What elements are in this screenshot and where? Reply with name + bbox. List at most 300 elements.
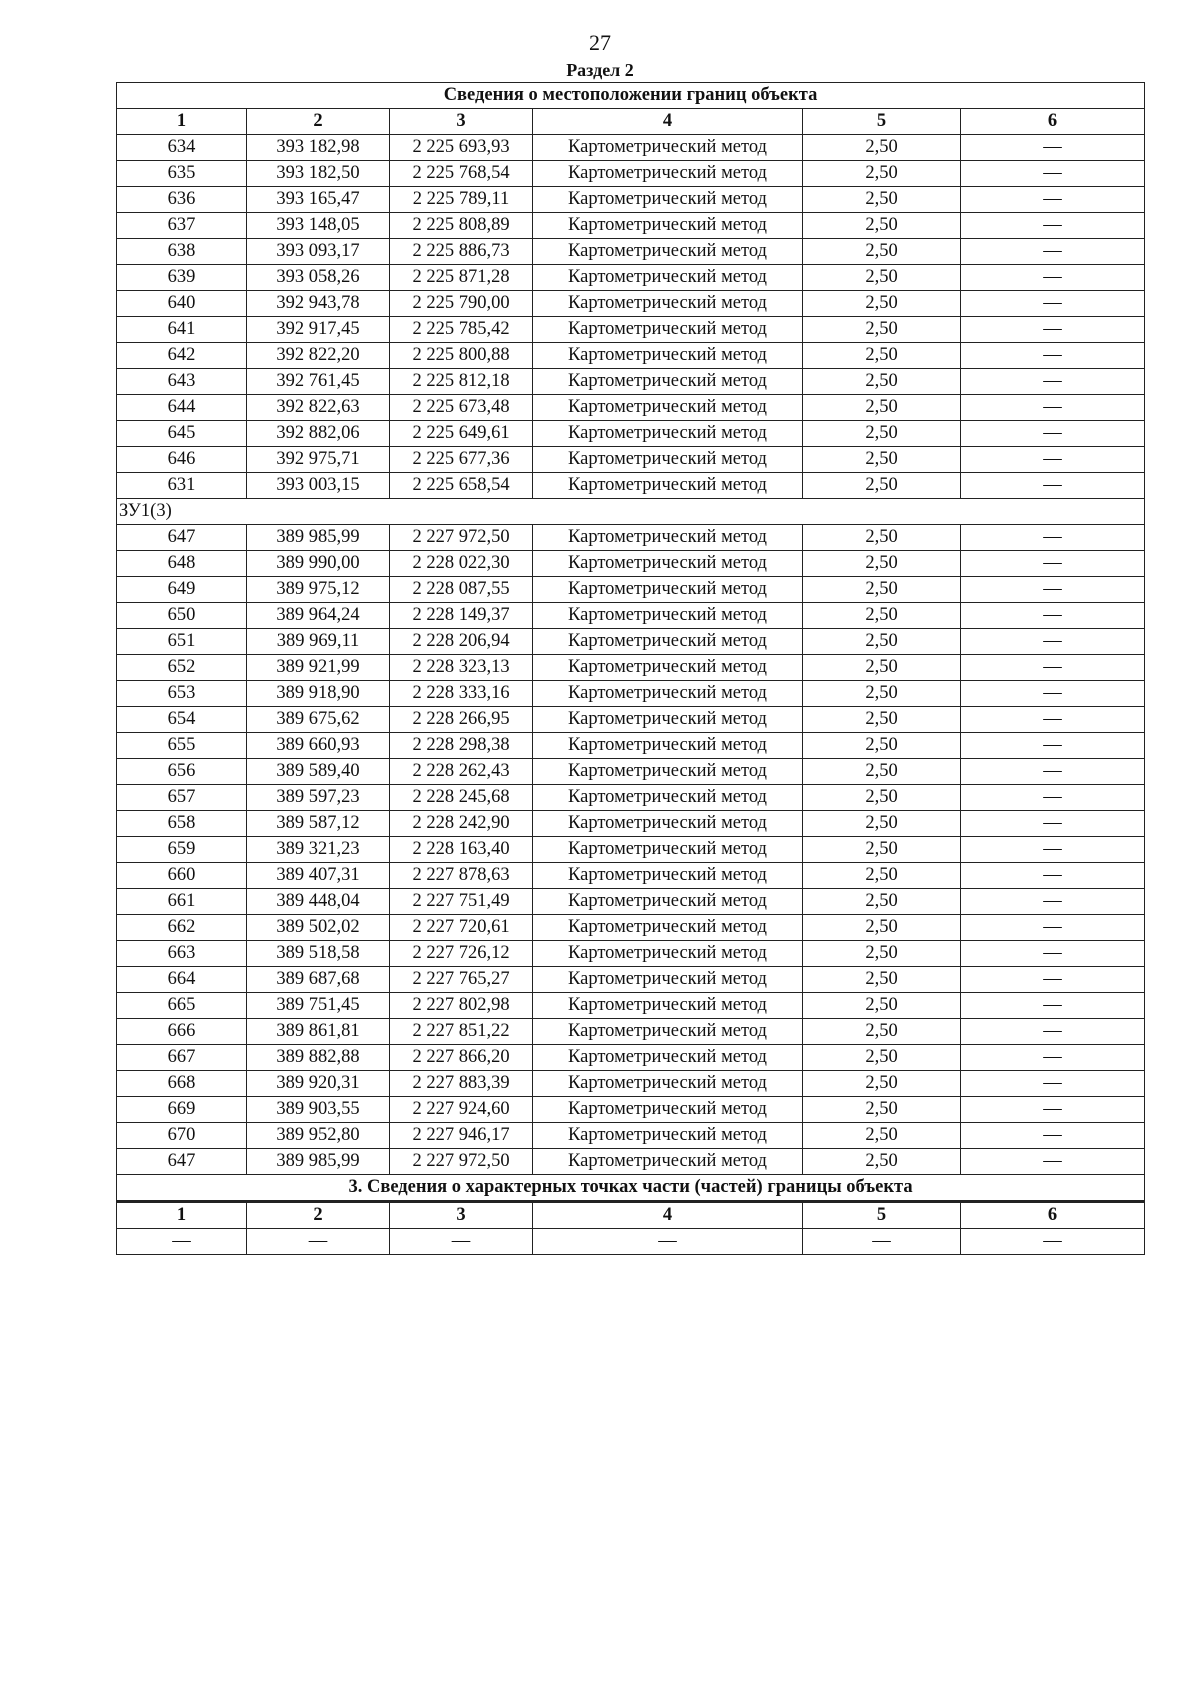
method-cell: Картометрический метод (533, 863, 803, 889)
table-row (117, 837, 1145, 863)
description-cell: — (961, 863, 1145, 889)
description-cell: — (961, 135, 1145, 161)
table-row (117, 161, 1145, 187)
point-number-cell: 659 (117, 837, 247, 863)
accuracy-cell: 2,50 (803, 473, 961, 499)
point-number-cell: 644 (117, 395, 247, 421)
table-row (117, 707, 1145, 733)
y-coordinate-cell: 2 228 298,38 (390, 733, 533, 759)
y-coordinate-cell: 2 227 878,63 (390, 863, 533, 889)
x-coordinate-cell: 389 903,55 (247, 1097, 390, 1123)
y-coordinate-cell: 2 228 323,13 (390, 655, 533, 681)
column-number: 6 (961, 1202, 1145, 1229)
table-row (117, 1149, 1145, 1175)
method-cell: Картометрический метод (533, 967, 803, 993)
point-number-cell: 664 (117, 967, 247, 993)
description-cell: — (961, 1149, 1145, 1175)
x-coordinate-cell: 392 761,45 (247, 369, 390, 395)
method-cell: Картометрический метод (533, 395, 803, 421)
description-cell: — (961, 239, 1145, 265)
x-coordinate-cell: 389 952,80 (247, 1123, 390, 1149)
accuracy-cell: 2,50 (803, 161, 961, 187)
accuracy-cell: 2,50 (803, 213, 961, 239)
method-cell: Картометрический метод (533, 707, 803, 733)
y-coordinate-cell: 2 227 851,22 (390, 1019, 533, 1045)
description-cell: — (961, 785, 1145, 811)
table-row (117, 239, 1145, 265)
table-row (117, 681, 1145, 707)
column-number: 4 (533, 109, 803, 135)
accuracy-cell: 2,50 (803, 993, 961, 1019)
table-caption: Сведения о местоположении границ объекта (117, 83, 1145, 109)
point-number-cell: 650 (117, 603, 247, 629)
accuracy-cell: 2,50 (803, 915, 961, 941)
table-row (117, 551, 1145, 577)
table-row (117, 941, 1145, 967)
point-number-cell: 637 (117, 213, 247, 239)
method-cell: Картометрический метод (533, 603, 803, 629)
accuracy-cell: 2,50 (803, 707, 961, 733)
y-coordinate-cell: 2 225 768,54 (390, 161, 533, 187)
table-row (117, 265, 1145, 291)
description-cell: — (961, 421, 1145, 447)
method-cell: Картометрический метод (533, 655, 803, 681)
accuracy-cell: 2,50 (803, 239, 961, 265)
description-cell: — (961, 187, 1145, 213)
description-cell: — (961, 889, 1145, 915)
method-cell: Картометрический метод (533, 525, 803, 551)
method-cell: Картометрический метод (533, 551, 803, 577)
point-number-cell: 657 (117, 785, 247, 811)
y-coordinate-cell: 2 227 720,61 (390, 915, 533, 941)
point-number-cell: 646 (117, 447, 247, 473)
column-number: 3 (390, 109, 533, 135)
y-coordinate-cell: 2 227 802,98 (390, 993, 533, 1019)
accuracy-cell: 2,50 (803, 1045, 961, 1071)
accuracy-cell: 2,50 (803, 395, 961, 421)
y-coordinate-cell: 2 228 242,90 (390, 811, 533, 837)
point-number-cell: 656 (117, 759, 247, 785)
accuracy-cell: 2,50 (803, 1123, 961, 1149)
x-coordinate-cell: 389 321,23 (247, 837, 390, 863)
method-cell: Картометрический метод (533, 1123, 803, 1149)
method-cell: Картометрический метод (533, 941, 803, 967)
table-row (117, 369, 1145, 395)
x-coordinate-cell: 389 597,23 (247, 785, 390, 811)
y-coordinate-cell: 2 227 765,27 (390, 967, 533, 993)
y-coordinate-cell: 2 228 262,43 (390, 759, 533, 785)
accuracy-cell: 2,50 (803, 135, 961, 161)
table-row (117, 577, 1145, 603)
column-number: 1 (117, 109, 247, 135)
column-number: 2 (247, 109, 390, 135)
point-number-cell: 652 (117, 655, 247, 681)
x-coordinate-cell: 393 148,05 (247, 213, 390, 239)
column-number: 3 (390, 1202, 533, 1229)
y-coordinate-cell: 2 228 333,16 (390, 681, 533, 707)
accuracy-cell: 2,50 (803, 759, 961, 785)
column-number: 5 (803, 1202, 961, 1229)
description-cell: — (961, 681, 1145, 707)
accuracy-cell: 2,50 (803, 1019, 961, 1045)
point-number-cell: 648 (117, 551, 247, 577)
description-cell: — (961, 395, 1145, 421)
table-row (117, 317, 1145, 343)
point-number-cell: 666 (117, 1019, 247, 1045)
description-cell: — (961, 655, 1145, 681)
point-number-cell: 636 (117, 187, 247, 213)
point-number-cell: 667 (117, 1045, 247, 1071)
description-cell: — (961, 1097, 1145, 1123)
x-coordinate-cell: 393 182,50 (247, 161, 390, 187)
description-cell: — (961, 759, 1145, 785)
table-row (117, 915, 1145, 941)
method-cell: Картометрический метод (533, 343, 803, 369)
group-label-row (117, 499, 1145, 525)
method-cell: Картометрический метод (533, 733, 803, 759)
table-row (117, 473, 1145, 499)
x-coordinate-cell: 389 882,88 (247, 1045, 390, 1071)
x-coordinate-cell: 392 975,71 (247, 447, 390, 473)
method-cell: Картометрический метод (533, 915, 803, 941)
y-coordinate-cell: 2 225 658,54 (390, 473, 533, 499)
x-coordinate-cell: 389 920,31 (247, 1071, 390, 1097)
description-cell: — (961, 213, 1145, 239)
table-row (117, 187, 1145, 213)
y-coordinate-cell: 2 225 800,88 (390, 343, 533, 369)
point-number-cell: 639 (117, 265, 247, 291)
method-cell: Картометрический метод (533, 239, 803, 265)
accuracy-cell: 2,50 (803, 317, 961, 343)
coordinates-table (116, 82, 1145, 1255)
table-row (117, 1019, 1145, 1045)
page-number: 27 (589, 30, 611, 55)
x-coordinate-cell: 389 751,45 (247, 993, 390, 1019)
description-cell: — (961, 551, 1145, 577)
table-caption-row (117, 83, 1145, 109)
column-number: 2 (247, 1202, 390, 1229)
x-coordinate-cell: 389 660,93 (247, 733, 390, 759)
y-coordinate-cell: 2 227 972,50 (390, 1149, 533, 1175)
table-row (117, 967, 1145, 993)
accuracy-cell: 2,50 (803, 967, 961, 993)
method-cell: Картометрический метод (533, 291, 803, 317)
point-number-cell: 638 (117, 239, 247, 265)
method-cell: Картометрический метод (533, 135, 803, 161)
point-number-cell: 649 (117, 577, 247, 603)
section-title: Раздел 2 (566, 60, 634, 80)
part3-empty-row (117, 1229, 1145, 1255)
y-coordinate-cell: 2 228 149,37 (390, 603, 533, 629)
point-number-cell: 655 (117, 733, 247, 759)
method-cell: Картометрический метод (533, 1045, 803, 1071)
point-number-cell: 640 (117, 291, 247, 317)
point-number-cell: 663 (117, 941, 247, 967)
y-coordinate-cell: 2 227 946,17 (390, 1123, 533, 1149)
y-coordinate-cell: 2 227 751,49 (390, 889, 533, 915)
column-number: 1 (117, 1202, 247, 1229)
table-row (117, 343, 1145, 369)
description-cell: — (961, 941, 1145, 967)
table-row (117, 993, 1145, 1019)
method-cell: Картометрический метод (533, 213, 803, 239)
method-cell: Картометрический метод (533, 837, 803, 863)
part3-column-number-row (117, 1202, 1145, 1229)
table-row (117, 1097, 1145, 1123)
y-coordinate-cell: 2 225 812,18 (390, 369, 533, 395)
table-row (117, 395, 1145, 421)
method-cell: Картометрический метод (533, 1071, 803, 1097)
y-coordinate-cell: 2 228 163,40 (390, 837, 533, 863)
method-cell: Картометрический метод (533, 785, 803, 811)
accuracy-cell: 2,50 (803, 941, 961, 967)
description-cell: — (961, 1071, 1145, 1097)
y-coordinate-cell: 2 228 245,68 (390, 785, 533, 811)
y-coordinate-cell: 2 227 883,39 (390, 1071, 533, 1097)
method-cell: Картометрический метод (533, 1019, 803, 1045)
table-row (117, 135, 1145, 161)
description-cell: — (961, 369, 1145, 395)
method-cell: Картометрический метод (533, 889, 803, 915)
y-coordinate-cell: 2 228 206,94 (390, 629, 533, 655)
y-coordinate-cell: 2 227 972,50 (390, 525, 533, 551)
part3-caption-row (117, 1175, 1145, 1202)
accuracy-cell: 2,50 (803, 863, 961, 889)
y-coordinate-cell: 2 225 677,36 (390, 447, 533, 473)
x-coordinate-cell: 389 921,99 (247, 655, 390, 681)
method-cell: Картометрический метод (533, 993, 803, 1019)
table-row (117, 629, 1145, 655)
description-cell: — (961, 733, 1145, 759)
accuracy-cell: 2,50 (803, 187, 961, 213)
x-coordinate-cell: 389 985,99 (247, 525, 390, 551)
x-coordinate-cell: 389 861,81 (247, 1019, 390, 1045)
y-coordinate-cell: 2 225 871,28 (390, 265, 533, 291)
accuracy-cell: 2,50 (803, 265, 961, 291)
x-coordinate-cell: 389 448,04 (247, 889, 390, 915)
accuracy-cell: 2,50 (803, 837, 961, 863)
method-cell: Картометрический метод (533, 369, 803, 395)
accuracy-cell: 2,50 (803, 447, 961, 473)
point-number-cell: 661 (117, 889, 247, 915)
x-coordinate-cell: 393 165,47 (247, 187, 390, 213)
description-cell: — (961, 1019, 1145, 1045)
description-cell: — (961, 967, 1145, 993)
empty-cell: — (390, 1229, 533, 1255)
accuracy-cell: 2,50 (803, 577, 961, 603)
empty-cell: — (247, 1229, 390, 1255)
method-cell: Картометрический метод (533, 161, 803, 187)
table-row (117, 889, 1145, 915)
accuracy-cell: 2,50 (803, 369, 961, 395)
y-coordinate-cell: 2 227 726,12 (390, 941, 533, 967)
y-coordinate-cell: 2 225 649,61 (390, 421, 533, 447)
point-number-cell: 670 (117, 1123, 247, 1149)
description-cell: — (961, 161, 1145, 187)
x-coordinate-cell: 392 882,06 (247, 421, 390, 447)
description-cell: — (961, 291, 1145, 317)
x-coordinate-cell: 389 687,68 (247, 967, 390, 993)
empty-cell: — (533, 1229, 803, 1255)
point-number-cell: 643 (117, 369, 247, 395)
y-coordinate-cell: 2 225 790,00 (390, 291, 533, 317)
point-number-cell: 653 (117, 681, 247, 707)
point-number-cell: 658 (117, 811, 247, 837)
y-coordinate-cell: 2 225 789,11 (390, 187, 533, 213)
point-number-cell: 647 (117, 1149, 247, 1175)
accuracy-cell: 2,50 (803, 421, 961, 447)
description-cell: — (961, 837, 1145, 863)
table-row (117, 863, 1145, 889)
accuracy-cell: 2,50 (803, 603, 961, 629)
point-number-cell: 635 (117, 161, 247, 187)
x-coordinate-cell: 389 985,99 (247, 1149, 390, 1175)
column-number: 4 (533, 1202, 803, 1229)
description-cell: — (961, 629, 1145, 655)
method-cell: Картометрический метод (533, 421, 803, 447)
description-cell: — (961, 447, 1145, 473)
table-row (117, 759, 1145, 785)
description-cell: — (961, 1045, 1145, 1071)
method-cell: Картометрический метод (533, 1097, 803, 1123)
y-coordinate-cell: 2 228 266,95 (390, 707, 533, 733)
table-row (117, 447, 1145, 473)
description-cell: — (961, 473, 1145, 499)
x-coordinate-cell: 392 943,78 (247, 291, 390, 317)
x-coordinate-cell: 393 182,98 (247, 135, 390, 161)
y-coordinate-cell: 2 225 808,89 (390, 213, 533, 239)
description-cell: — (961, 317, 1145, 343)
point-number-cell: 634 (117, 135, 247, 161)
point-number-cell: 654 (117, 707, 247, 733)
point-number-cell: 668 (117, 1071, 247, 1097)
method-cell: Картометрический метод (533, 317, 803, 343)
description-cell: — (961, 1123, 1145, 1149)
description-cell: — (961, 811, 1145, 837)
table-row (117, 291, 1145, 317)
y-coordinate-cell: 2 228 022,30 (390, 551, 533, 577)
x-coordinate-cell: 389 589,40 (247, 759, 390, 785)
method-cell: Картометрический метод (533, 473, 803, 499)
point-number-cell: 660 (117, 863, 247, 889)
table-row (117, 603, 1145, 629)
x-coordinate-cell: 389 675,62 (247, 707, 390, 733)
x-coordinate-cell: 389 502,02 (247, 915, 390, 941)
accuracy-cell: 2,50 (803, 1097, 961, 1123)
table-row (117, 213, 1145, 239)
method-cell: Картометрический метод (533, 759, 803, 785)
method-cell: Картометрический метод (533, 447, 803, 473)
method-cell: Картометрический метод (533, 629, 803, 655)
y-coordinate-cell: 2 225 886,73 (390, 239, 533, 265)
point-number-cell: 665 (117, 993, 247, 1019)
x-coordinate-cell: 389 975,12 (247, 577, 390, 603)
description-cell: — (961, 525, 1145, 551)
x-coordinate-cell: 389 964,24 (247, 603, 390, 629)
group-label: ЗУ1(3) (117, 499, 1145, 525)
point-number-cell: 669 (117, 1097, 247, 1123)
point-number-cell: 662 (117, 915, 247, 941)
point-number-cell: 631 (117, 473, 247, 499)
method-cell: Картометрический метод (533, 681, 803, 707)
y-coordinate-cell: 2 225 673,48 (390, 395, 533, 421)
empty-cell: — (961, 1229, 1145, 1255)
coordinates-table-body (117, 83, 1145, 1255)
method-cell: Картометрический метод (533, 811, 803, 837)
x-coordinate-cell: 393 093,17 (247, 239, 390, 265)
y-coordinate-cell: 2 225 693,93 (390, 135, 533, 161)
x-coordinate-cell: 389 407,31 (247, 863, 390, 889)
method-cell: Картометрический метод (533, 265, 803, 291)
accuracy-cell: 2,50 (803, 291, 961, 317)
x-coordinate-cell: 393 058,26 (247, 265, 390, 291)
accuracy-cell: 2,50 (803, 811, 961, 837)
y-coordinate-cell: 2 227 866,20 (390, 1045, 533, 1071)
column-number: 6 (961, 109, 1145, 135)
description-cell: — (961, 343, 1145, 369)
column-number: 5 (803, 109, 961, 135)
y-coordinate-cell: 2 225 785,42 (390, 317, 533, 343)
description-cell: — (961, 577, 1145, 603)
description-cell: — (961, 265, 1145, 291)
accuracy-cell: 2,50 (803, 655, 961, 681)
method-cell: Картометрический метод (533, 577, 803, 603)
empty-cell: — (803, 1229, 961, 1255)
method-cell: Картометрический метод (533, 187, 803, 213)
x-coordinate-cell: 392 822,20 (247, 343, 390, 369)
x-coordinate-cell: 389 990,00 (247, 551, 390, 577)
table-row (117, 1123, 1145, 1149)
accuracy-cell: 2,50 (803, 629, 961, 655)
x-coordinate-cell: 389 969,11 (247, 629, 390, 655)
x-coordinate-cell: 389 918,90 (247, 681, 390, 707)
table-row (117, 785, 1145, 811)
x-coordinate-cell: 392 822,63 (247, 395, 390, 421)
x-coordinate-cell: 389 518,58 (247, 941, 390, 967)
point-number-cell: 641 (117, 317, 247, 343)
x-coordinate-cell: 392 917,45 (247, 317, 390, 343)
accuracy-cell: 2,50 (803, 343, 961, 369)
empty-cell: — (117, 1229, 247, 1255)
accuracy-cell: 2,50 (803, 525, 961, 551)
y-coordinate-cell: 2 227 924,60 (390, 1097, 533, 1123)
table-row (117, 733, 1145, 759)
accuracy-cell: 2,50 (803, 889, 961, 915)
description-cell: — (961, 993, 1145, 1019)
column-number-row (117, 109, 1145, 135)
table-row (117, 811, 1145, 837)
description-cell: — (961, 603, 1145, 629)
table-row (117, 421, 1145, 447)
accuracy-cell: 2,50 (803, 551, 961, 577)
point-number-cell: 642 (117, 343, 247, 369)
table-row (117, 525, 1145, 551)
accuracy-cell: 2,50 (803, 1071, 961, 1097)
description-cell: — (961, 915, 1145, 941)
accuracy-cell: 2,50 (803, 733, 961, 759)
table-row (117, 655, 1145, 681)
x-coordinate-cell: 393 003,15 (247, 473, 390, 499)
point-number-cell: 647 (117, 525, 247, 551)
x-coordinate-cell: 389 587,12 (247, 811, 390, 837)
table-row (117, 1071, 1145, 1097)
accuracy-cell: 2,50 (803, 1149, 961, 1175)
description-cell: — (961, 707, 1145, 733)
accuracy-cell: 2,50 (803, 681, 961, 707)
accuracy-cell: 2,50 (803, 785, 961, 811)
point-number-cell: 651 (117, 629, 247, 655)
method-cell: Картометрический метод (533, 1149, 803, 1175)
